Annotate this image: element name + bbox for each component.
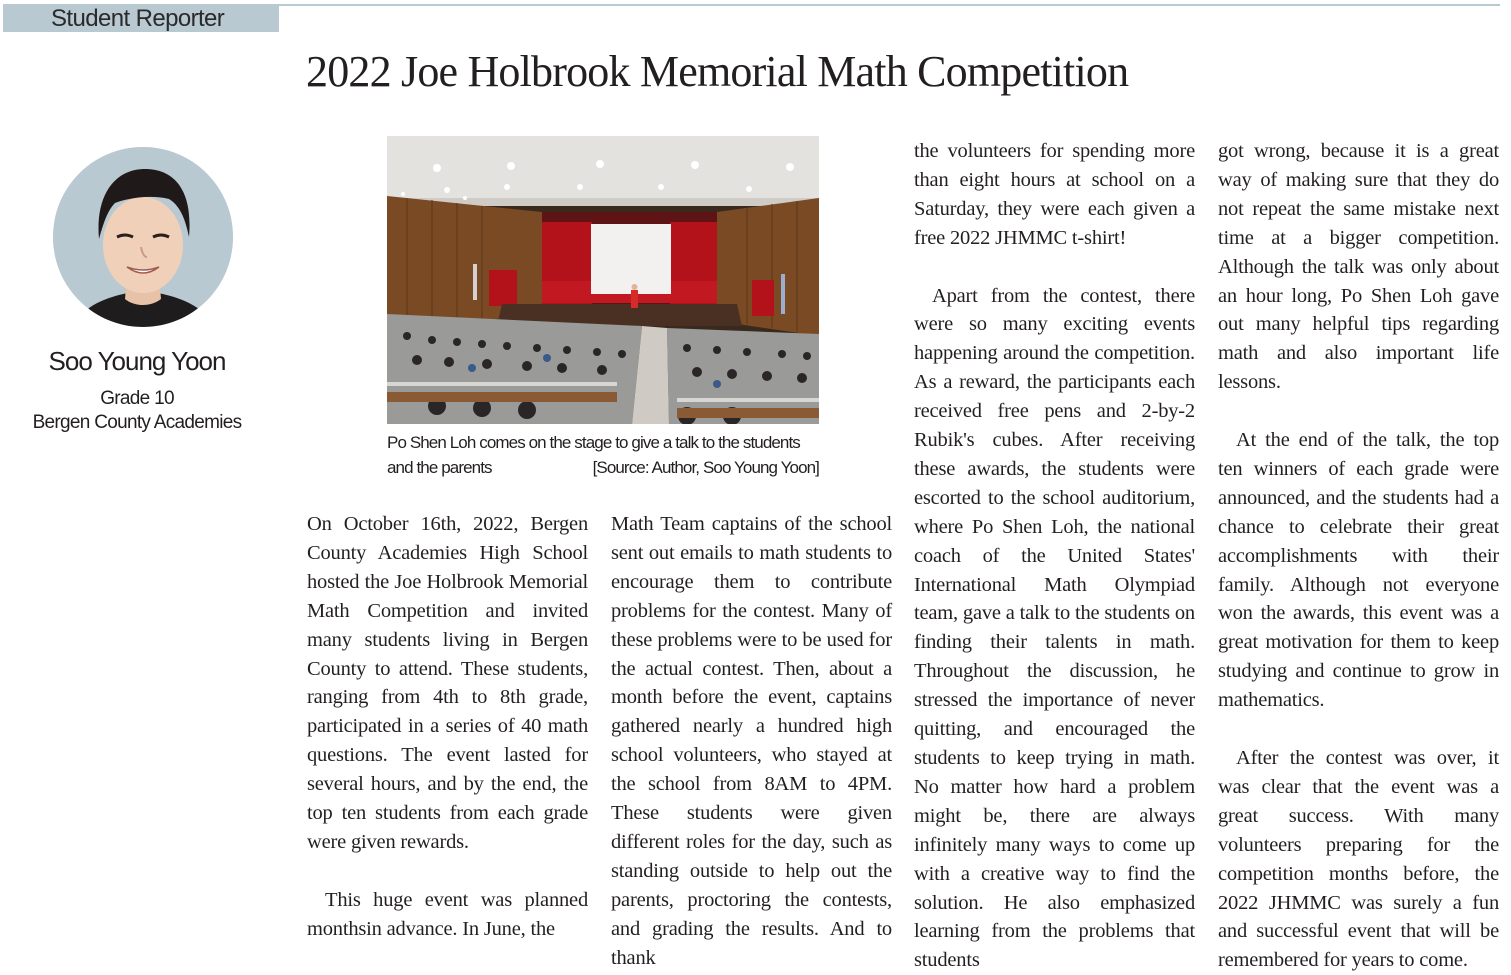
article-column-2: [611, 510, 892, 973]
paragraph: the volunteers for spending more than eight hours at school on a Saturday, they were each given a free 2022 JHMMC t-shirt!: [914, 140, 1195, 249]
photo-source: [Source: Author, Soo Young Yoon]: [592, 458, 819, 477]
auditorium-image-icon: [387, 136, 819, 424]
caption-line-1: Po Shen Loh comes on the stage to give a talk to the students: [387, 433, 800, 452]
article-headline: 2022 Joe Holbrook Memorial Math Competition: [306, 47, 1129, 96]
article-column-3: [914, 137, 1195, 975]
paragraph: This huge event was planned monthsin advance. In June, the: [307, 888, 588, 940]
paragraph: Math Team captains of the school sent out emails to math students to encourage them to contribute problems for the contest. Many of these problems were to be used for the actual contest. Then, about a month before the event, captains gathered nearly a hundred high school volunteers, who stayed at the school from 8AM to 4PM. These students were given different roles for the day, such as standing outside to help out the parents, proctoring the contests, and grading the results. And to thank: [611, 513, 892, 969]
paragraph: At the end of the talk, the top ten winners of each grade were announced, and the students had a chance to celebrate their great accomplishments with their family. Although not everyone won the awards, this event was a great motivation for them to keep studying and continue to grow in mathematics.: [1218, 429, 1499, 712]
paragraph: On October 16th, 2022, Bergen County Academies High School hosted the Joe Holbrook Memorial Math Competition and invited many students living in Bergen County to attend. These students, ranging from 4th to 8th grade, participated in a series of 40 math questions. The event lasted for several hours, and by the end, the top ten students from each grade were given rewards.: [307, 513, 588, 853]
caption-line-2: and the parents: [387, 458, 492, 477]
section-tab: [3, 4, 279, 32]
author-avatar: [53, 147, 233, 327]
paragraph: got wrong, because it is a great way of making sure that they do not repeat the same mistake next time at a bigger competition. Although the talk was only about an hour long, Po Shen Loh gave out many helpful tips regarding math and also important life lessons.: [1218, 140, 1499, 394]
paragraph: Apart from the contest, there were so many exciting events happening around the competition. As a reward, the participants each received free pens and 2-by-2 Rubik's cubes. After receiving these awards, the students were escorted to the school auditorium, where Po Shen Loh, the national coach of the United States' International Math Olympiad team, gave a talk to the students on finding their talents in math. Throughout the discussion, he stressed the importance of never quitting, and encouraged the students to keep trying in math. No matter how hard a problem might be, there are always infinitely many ways to come up with a creative way to find the solution. He also emphasized learning from the problems that students: [914, 284, 1195, 972]
article-column-1: [307, 510, 588, 944]
author-grade: Grade 10: [100, 388, 174, 409]
author-name: Soo Young Yoon: [48, 346, 226, 376]
article-column-4: [1218, 137, 1499, 975]
paragraph: After the contest was over, it was clear that the event was a great success. With many volunteers preparing for the competition months before, the 2022 JHMMC was surely a fun and successful event that will be remembered for years to come.: [1218, 747, 1499, 972]
author-school: Bergen County Academies: [32, 412, 242, 433]
section-label: Student Reporter: [51, 5, 225, 32]
auditorium-photo: [387, 136, 819, 424]
author-portrait-icon: [53, 147, 233, 327]
photo-caption: [387, 430, 819, 480]
